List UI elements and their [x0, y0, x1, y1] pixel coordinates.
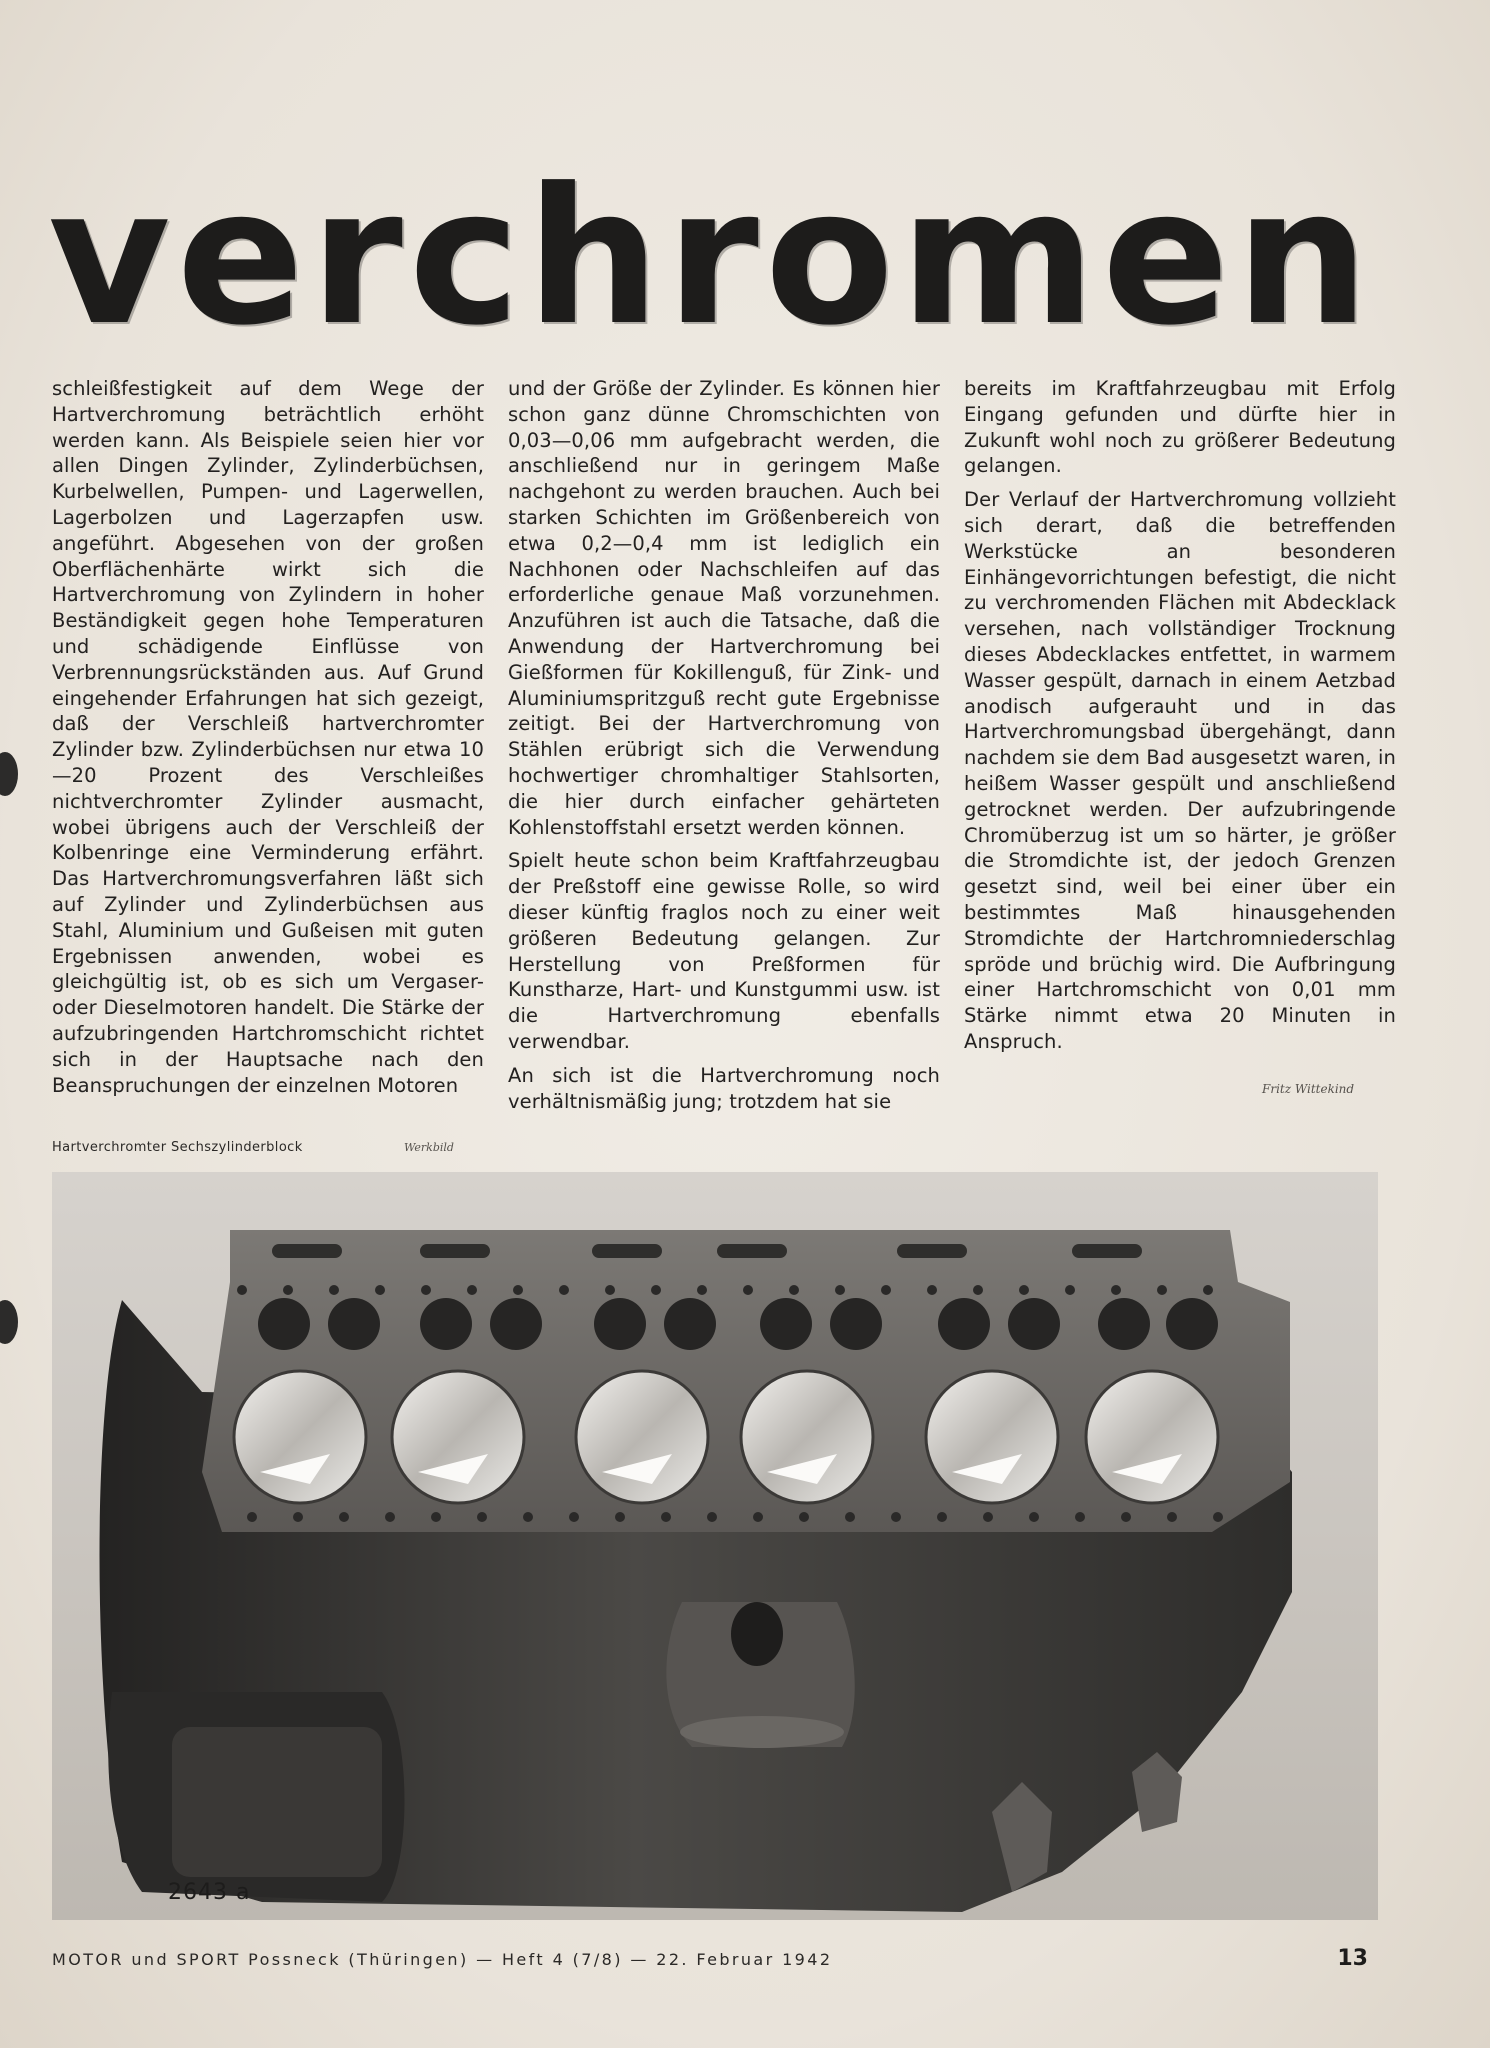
stud-hole [1065, 1285, 1075, 1295]
stud-hole [247, 1512, 257, 1522]
photo-caption: Hartverchromter Sechszylinderblock [52, 1140, 303, 1155]
text-column-3 [964, 376, 1396, 1063]
stud-hole [937, 1512, 947, 1522]
stud-hole [845, 1512, 855, 1522]
stud-hole [1075, 1512, 1085, 1522]
stud-hole [651, 1285, 661, 1295]
stud-hole [1167, 1512, 1177, 1522]
water-slot [897, 1244, 967, 1258]
stud-hole [523, 1512, 533, 1522]
stud-hole [891, 1512, 901, 1522]
paragraph: und der Größe der Zylinder. Es können hier schon ganz dünne Chromschichten von 0,03—0,06 mm aufgebracht werden, die anschließend nur in geringem Maße nachgehont zu werden brauchen. Auch bei starken Schichten im Größenbereich von etwa 0,2—0,4 mm ist lediglich ein Nachhonen oder Nachschleifen auf das erforderliche genaue Maß vorzunehmen. Anzuführen ist auch die Tatsache, daß die Anwendung der Hartverchromung bei Gießformen für Kokillenguß, für Zink- und Aluminiumspritzguß recht gute Ergebnisse zeitigt. Bei der Hartverchromung von Stählen erübrigt sich die Verwendung hochwertiger chromhaltiger Stahlsorten, die hier durch einfacher gehärteten Kohlenstoffstahl ersetzt werden können. [508, 377, 940, 839]
stud-hole [707, 1512, 717, 1522]
stud-hole [927, 1285, 937, 1295]
valve-port-hole [1166, 1298, 1218, 1350]
stud-hole [559, 1285, 569, 1295]
stud-hole [789, 1285, 799, 1295]
paragraph: An sich ist die Hartverchromung noch verhältnismäßig jung; trotzdem hat sie [508, 1063, 940, 1113]
stud-hole [513, 1285, 523, 1295]
valve-port-hole [938, 1298, 990, 1350]
water-slot [592, 1244, 662, 1258]
water-slot [420, 1244, 490, 1258]
cylinder-bore [741, 1371, 873, 1503]
stud-hole [753, 1512, 763, 1522]
valve-port-hole [490, 1298, 542, 1350]
crank-housing [172, 1727, 382, 1877]
water-slot [272, 1244, 342, 1258]
valve-port-hole [830, 1298, 882, 1350]
stud-hole [1213, 1512, 1223, 1522]
text-column-2 [508, 376, 940, 1122]
paragraph: Der Verlauf der Hartverchromung vollzieht sich derart, daß die betreffenden Werkstücke an besonderen Einhängevorrichtungen befestigt, die nicht zu verchromenden Flächen mit Abdecklack versehen, nach vollständiger Trocknung dieses Abdecklackes entfettet, in warmem Wasser gespült, darnach in einem Aetzbad anodisch aufgerauht und in das Hartverchromungsbad übergehängt, dann nachdem sie dem Bad ausgesetzt waren, in heißem Wasser gespült und anschließend getrocknet werden. Der aufzubringende Chromüberzug ist um so härter, je größer die Stromdichte ist, der jedoch Grenzen gesetzt sind, weil bei einer über ein bestimmtes Maß hinausgehenden Stromdichte der Hartchromniederschlag spröde und brüchig wird. Die Aufbringung einer Hartchromschicht von 0,01 mm Stärke nimmt etwa 20 Minuten in Anspruch. [964, 488, 1396, 1053]
stud-hole [1019, 1285, 1029, 1295]
stud-hole [431, 1512, 441, 1522]
valve-port-hole [420, 1298, 472, 1350]
stud-hole [799, 1512, 809, 1522]
stud-hole [983, 1512, 993, 1522]
stud-hole [1157, 1285, 1167, 1295]
cylinder-bore [1086, 1371, 1218, 1503]
punch-hole-lower [0, 1300, 18, 1344]
stud-hole [1029, 1512, 1039, 1522]
flange-rim [680, 1716, 844, 1748]
valve-port-hole [258, 1298, 310, 1350]
photo-credit: Werkbild [404, 1141, 454, 1154]
stud-hole [467, 1285, 477, 1295]
stud-hole [385, 1512, 395, 1522]
stud-hole [1121, 1512, 1131, 1522]
water-slot [1072, 1244, 1142, 1258]
engine-block-photo [52, 1172, 1378, 1920]
stud-hole [283, 1285, 293, 1295]
oil-port-hole [731, 1602, 783, 1666]
stud-hole [293, 1512, 303, 1522]
valve-port-hole [1098, 1298, 1150, 1350]
text-column-1 [52, 376, 484, 1106]
paragraph: schleißfestigkeit auf dem Wege der Hartverchromung beträchtlich erhöht werden kann. Als Beispiele seien hier vor allen Dingen Zylinder, Zylinderbüchsen, Kurbelwellen, Pumpen- und Lagerwellen, Lagerbolzen und Lagerzapfen usw. angeführt. Abgesehen von der großen Oberflächenhärte wirkt sich die Hartverchromung von Zylindern in hoher Beständigkeit gegen hohe Temperaturen und schädigende Einflüsse von Verbrennungsrückständen aus. Auf Grund eingehender Erfahrungen hat sich gezeigt, daß der Verschleiß hartverchromter Zylinder bzw. Zylinderbüchsen nur etwa 10—20 Prozent des Verschleißes nichtverchromter Zylinder ausmacht, wobei übrigens auch der Verschleiß der Kolbenringe eine Verminderung erfährt. Das Hartverchromungsverfahren läßt sich auf Zylinder und Zylinderbüchsen aus Stahl, Aluminium und Gußeisen mit guten Ergebnissen anwenden, wobei es gleichgültig ist, ob es sich um Vergaser- oder Dieselmotoren handelt. Die Stärke der aufzubringenden Hartchromschicht richtet sich in der Hauptsache nach den Beanspruchungen der einzelnen Motoren [52, 377, 484, 1097]
cylinder-bore [576, 1371, 708, 1503]
stud-hole [237, 1285, 247, 1295]
cylinder-bore [234, 1371, 366, 1503]
stud-hole [973, 1285, 983, 1295]
cylinder-bore [926, 1371, 1058, 1503]
stud-hole [1203, 1285, 1213, 1295]
stud-hole [569, 1512, 579, 1522]
valve-port-hole [760, 1298, 812, 1350]
photo-number: 2643 a [168, 1880, 251, 1905]
stud-hole [881, 1285, 891, 1295]
author-signature: Fritz Wittekind [1262, 1082, 1355, 1096]
stud-hole [1111, 1285, 1121, 1295]
cylinder-bore [392, 1371, 524, 1503]
paragraph: Spielt heute schon beim Kraftfahrzeugbau der Preßstoff eine gewisse Rolle, so wird dieser künftig fraglos noch zu einer weit größeren Bedeutung gelangen. Zur Herstellung von Preßformen für Kunstharze, Hart- und Kunstgummi usw. ist die Hartverchromung ebenfalls verwendbar. [508, 849, 940, 1053]
stud-hole [697, 1285, 707, 1295]
valve-port-hole [1008, 1298, 1060, 1350]
article-heading: verchromen [48, 148, 1376, 367]
punch-hole-upper [0, 752, 18, 796]
page-number: 13 [1337, 1946, 1368, 1971]
stud-hole [615, 1512, 625, 1522]
stud-hole [329, 1285, 339, 1295]
stud-hole [835, 1285, 845, 1295]
valve-port-hole [594, 1298, 646, 1350]
paragraph: bereits im Kraftfahrzeugbau mit Erfolg Eingang gefunden und dürfte hier in Zukunft wohl noch zu größerer Bedeutung gelangen. [964, 377, 1396, 478]
valve-port-hole [664, 1298, 716, 1350]
stud-hole [339, 1512, 349, 1522]
stud-hole [421, 1285, 431, 1295]
water-slot [717, 1244, 787, 1258]
stud-hole [661, 1512, 671, 1522]
stud-hole [605, 1285, 615, 1295]
stud-hole [743, 1285, 753, 1295]
footer-line: MOTOR und SPORT Possneck (Thüringen) — Heft 4 (7/8) — 22. Februar 1942 [52, 1950, 833, 1969]
stud-hole [477, 1512, 487, 1522]
stud-hole [375, 1285, 385, 1295]
valve-port-hole [328, 1298, 380, 1350]
